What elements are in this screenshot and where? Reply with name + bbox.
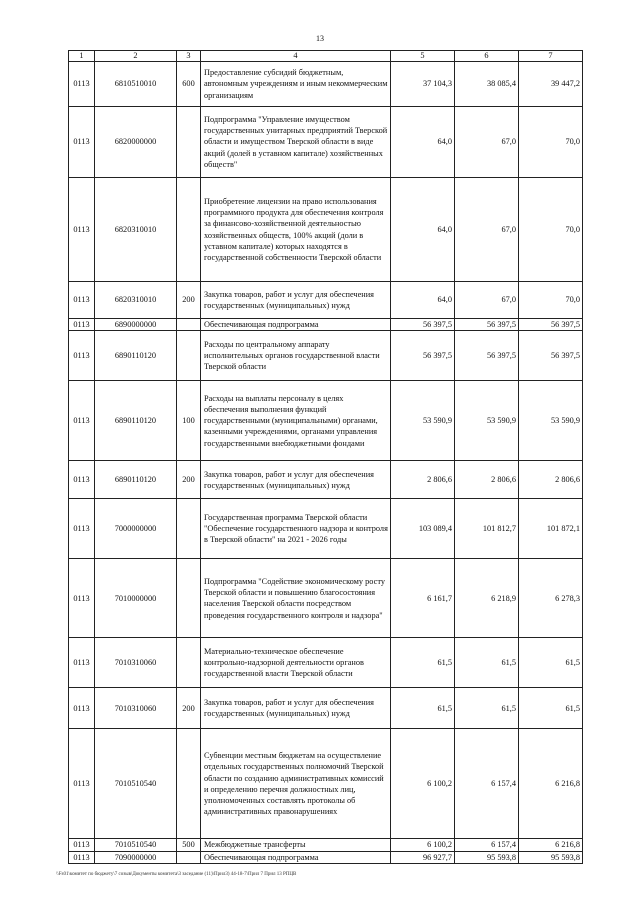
target-code: 6820000000 (95, 107, 177, 178)
amount-2022: 56 397,5 (455, 319, 519, 331)
expense-type (177, 499, 201, 559)
amount-2023: 56 397,5 (519, 319, 583, 331)
file-path-footer: \\Fs01\комитет по бюджету\7 созыв\Документы комитета\3 заседание (11)\Прил3) 44-18-7\Прил 7 Прил 13 РПЦВ (56, 872, 297, 877)
amount-2022: 6 157,4 (455, 729, 519, 839)
amount-2022: 56 397,5 (455, 331, 519, 381)
description: Обеспечивающая подпрограмма (201, 319, 391, 331)
amount-2021: 64,0 (391, 107, 455, 178)
amount-2021: 56 397,5 (391, 331, 455, 381)
description: Подпрограмма "Управление имуществом государственных унитарных предприятий Тверской области и имуществом Тверской области в виде акций (долей в уставном капитале) хозяйственных обществ" (201, 107, 391, 178)
expense-type (177, 331, 201, 381)
amount-2021: 37 104,3 (391, 62, 455, 107)
amount-2021: 6 100,2 (391, 839, 455, 851)
amount-2022: 2 806,6 (455, 461, 519, 499)
description: Межбюджетные трансферты (201, 839, 391, 851)
expense-type (177, 319, 201, 331)
section-code: 0113 (69, 107, 95, 178)
section-code: 0113 (69, 381, 95, 461)
target-code: 7010510540 (95, 839, 177, 851)
amount-2023: 56 397,5 (519, 331, 583, 381)
table-row (69, 107, 583, 178)
header-cell: 3 (177, 51, 201, 62)
amount-2023: 70,0 (519, 107, 583, 178)
amount-2023: 39 447,2 (519, 62, 583, 107)
amount-2023: 70,0 (519, 282, 583, 319)
description: Расходы на выплаты персоналу в целях обеспечения выполнения функций государственными (муниципальными) органами, казенными учреждениями, органами управления государственными внебюджетными фондами (201, 381, 391, 461)
amount-2021: 64,0 (391, 282, 455, 319)
table-row (69, 461, 583, 499)
section-code: 0113 (69, 178, 95, 282)
expense-type: 100 (177, 381, 201, 461)
amount-2021: 103 089,4 (391, 499, 455, 559)
section-code: 0113 (69, 688, 95, 729)
target-code: 6820310010 (95, 282, 177, 319)
section-code: 0113 (69, 638, 95, 688)
budget-table (68, 50, 583, 864)
amount-2022: 67,0 (455, 107, 519, 178)
amount-2021: 53 590,9 (391, 381, 455, 461)
amount-2023: 61,5 (519, 638, 583, 688)
amount-2023: 2 806,6 (519, 461, 583, 499)
table-row (69, 638, 583, 688)
expense-type: 600 (177, 62, 201, 107)
expense-type (177, 851, 201, 863)
amount-2022: 95 593,8 (455, 851, 519, 863)
amount-2022: 61,5 (455, 688, 519, 729)
description: Государственная программа Тверской области "Обеспечение государственного надзора и контроля в Тверской области" на 2021 - 2026 годы (201, 499, 391, 559)
amount-2022: 53 590,9 (455, 381, 519, 461)
section-code: 0113 (69, 62, 95, 107)
section-code: 0113 (69, 319, 95, 331)
description: Подпрограмма "Содействие экономическому росту Тверской области и повышению благосостояния населения Тверской области посредством проведения государственного контроля и надзора" (201, 559, 391, 638)
table-row (69, 851, 583, 863)
target-code: 6890110120 (95, 381, 177, 461)
expense-type: 500 (177, 839, 201, 851)
target-code: 6890110120 (95, 331, 177, 381)
section-code: 0113 (69, 839, 95, 851)
expense-type (177, 107, 201, 178)
expense-type (177, 729, 201, 839)
table-row (69, 688, 583, 729)
table-row (69, 282, 583, 319)
amount-2021: 6 100,2 (391, 729, 455, 839)
description: Закупка товаров, работ и услуг для обеспечения государственных (муниципальных) нужд (201, 282, 391, 319)
description: Предоставление субсидий бюджетным, автономным учреждениям и иным некоммерческим организациям (201, 62, 391, 107)
amount-2023: 6 278,3 (519, 559, 583, 638)
section-code: 0113 (69, 282, 95, 319)
header-cell: 7 (519, 51, 583, 62)
target-code: 6890000000 (95, 319, 177, 331)
amount-2023: 6 216,8 (519, 839, 583, 851)
target-code: 7010000000 (95, 559, 177, 638)
description: Материально-техническое обеспечение контрольно-надзорной деятельности органов государственной власти Тверской области (201, 638, 391, 688)
amount-2023: 61,5 (519, 688, 583, 729)
amount-2023: 53 590,9 (519, 381, 583, 461)
table-header-row (69, 51, 583, 62)
section-code: 0113 (69, 499, 95, 559)
expense-type: 200 (177, 461, 201, 499)
table-row (69, 331, 583, 381)
amount-2021: 61,5 (391, 638, 455, 688)
target-code: 7010310060 (95, 638, 177, 688)
section-code: 0113 (69, 851, 95, 863)
target-code: 7010310060 (95, 688, 177, 729)
amount-2021: 6 161,7 (391, 559, 455, 638)
amount-2023: 70,0 (519, 178, 583, 282)
target-code: 7010510540 (95, 729, 177, 839)
amount-2021: 61,5 (391, 688, 455, 729)
header-cell: 2 (95, 51, 177, 62)
amount-2023: 6 216,8 (519, 729, 583, 839)
amount-2021: 2 806,6 (391, 461, 455, 499)
amount-2021: 96 927,7 (391, 851, 455, 863)
table-row (69, 178, 583, 282)
target-code: 7000000000 (95, 499, 177, 559)
amount-2022: 38 085,4 (455, 62, 519, 107)
table-row (69, 729, 583, 839)
description: Субвенции местным бюджетам на осуществление отдельных государственных полномочий Тверской области по созданию административных комиссий и определению перечня должностных лиц, уполномоченных составлять протоколы об административных правонарушениях (201, 729, 391, 839)
target-code: 7090000000 (95, 851, 177, 863)
table-row (69, 62, 583, 107)
table-row (69, 499, 583, 559)
amount-2022: 6 218,9 (455, 559, 519, 638)
amount-2022: 61,5 (455, 638, 519, 688)
header-cell: 1 (69, 51, 95, 62)
header-cell: 6 (455, 51, 519, 62)
amount-2022: 67,0 (455, 178, 519, 282)
target-code: 6820310010 (95, 178, 177, 282)
header-cell: 5 (391, 51, 455, 62)
expense-type (177, 638, 201, 688)
description: Приобретение лицензии на право использования программного продукта для обеспечения контроля за финансово-хозяйственной деятельностью хозяйственных обществ, 100% акций (доли в уставном капитале) которых находятся в государственной собственности Тверской области (201, 178, 391, 282)
expense-type: 200 (177, 282, 201, 319)
amount-2022: 6 157,4 (455, 839, 519, 851)
table-row (69, 319, 583, 331)
amount-2023: 95 593,8 (519, 851, 583, 863)
section-code: 0113 (69, 331, 95, 381)
section-code: 0113 (69, 729, 95, 839)
amount-2023: 101 872,1 (519, 499, 583, 559)
table-row (69, 559, 583, 638)
page-number: 13 (316, 34, 324, 43)
expense-type: 200 (177, 688, 201, 729)
description: Обеспечивающая подпрограмма (201, 851, 391, 863)
amount-2022: 67,0 (455, 282, 519, 319)
amount-2021: 64,0 (391, 178, 455, 282)
section-code: 0113 (69, 559, 95, 638)
table-row (69, 381, 583, 461)
table-row (69, 839, 583, 851)
section-code: 0113 (69, 461, 95, 499)
amount-2021: 56 397,5 (391, 319, 455, 331)
amount-2022: 101 812,7 (455, 499, 519, 559)
target-code: 6890110120 (95, 461, 177, 499)
header-cell: 4 (201, 51, 391, 62)
description: Закупка товаров, работ и услуг для обеспечения государственных (муниципальных) нужд (201, 688, 391, 729)
target-code: 6810510010 (95, 62, 177, 107)
expense-type (177, 559, 201, 638)
description: Расходы по центральному аппарату исполнительных органов государственной власти Тверской области (201, 331, 391, 381)
description: Закупка товаров, работ и услуг для обеспечения государственных (муниципальных) нужд (201, 461, 391, 499)
expense-type (177, 178, 201, 282)
